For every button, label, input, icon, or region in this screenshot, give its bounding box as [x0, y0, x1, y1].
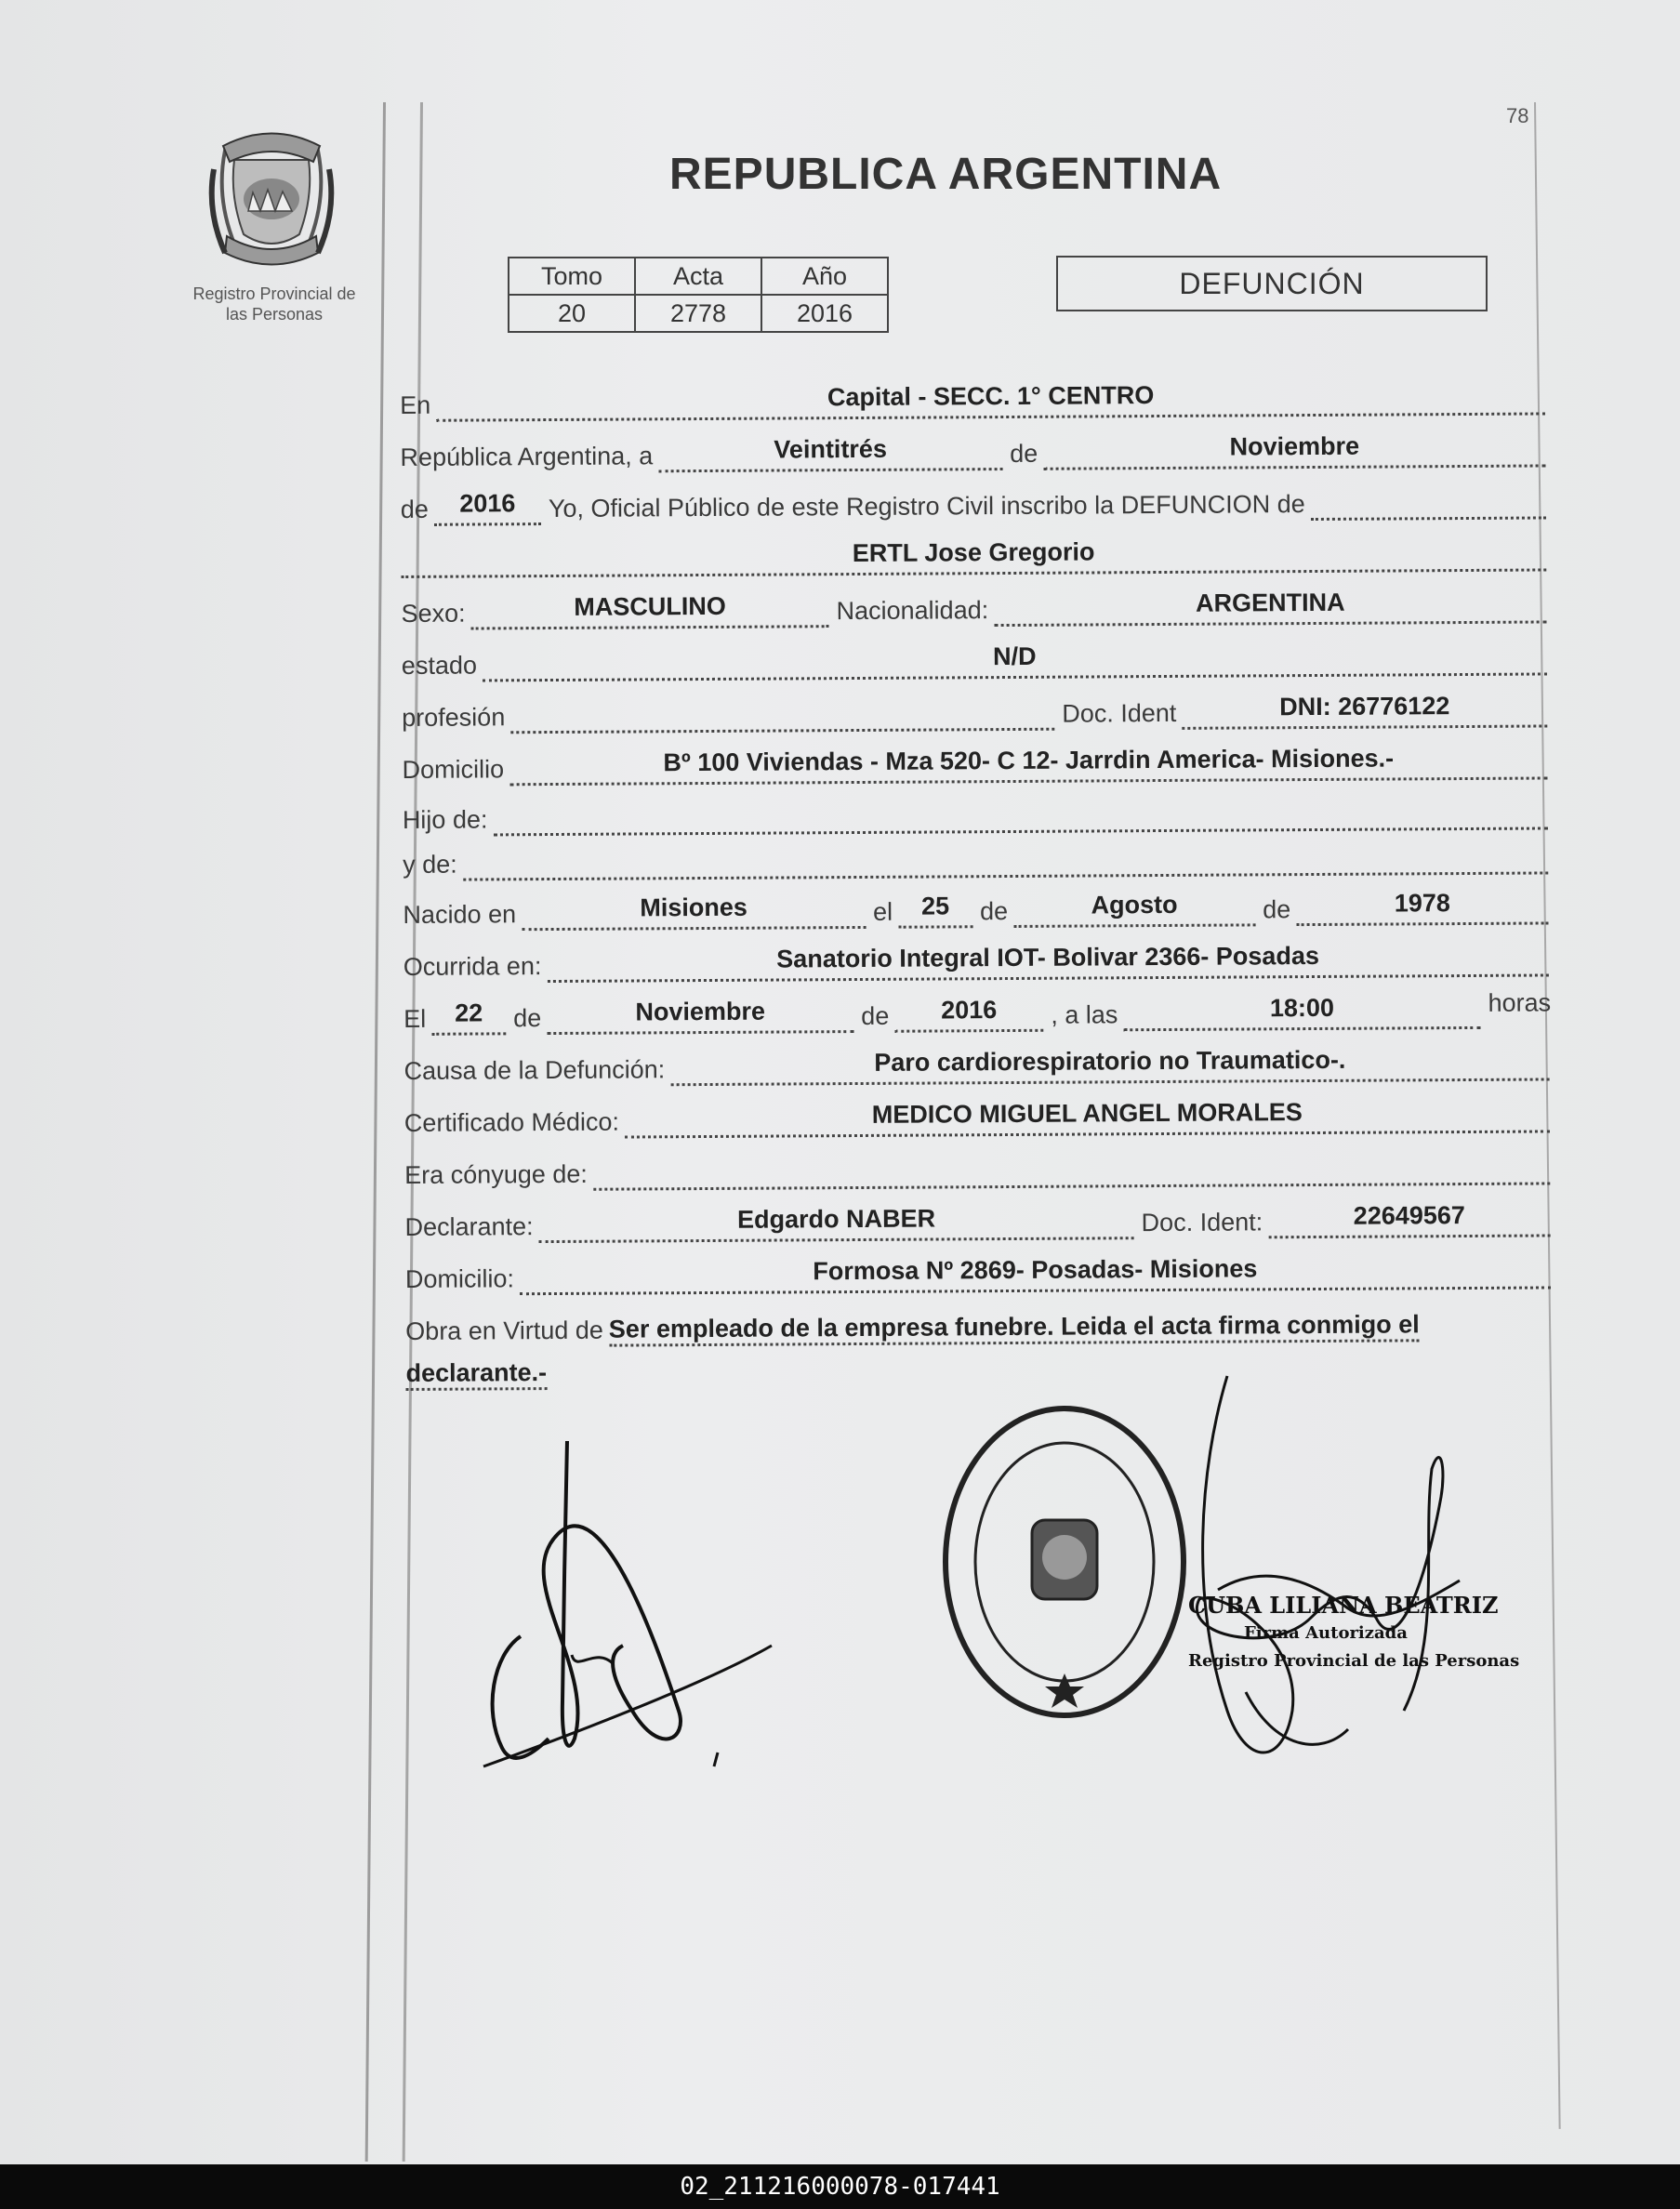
doc-ident-value-2: 22649567 [1268, 1200, 1551, 1238]
estado-value: N/D [483, 639, 1547, 681]
domicilio-value: Bº 100 Viviendas - Mza 520- C 12- Jarrdin America- Misiones.- [509, 743, 1548, 786]
obra-label: Obra en Virtud de [405, 1316, 603, 1345]
en-value: Capital - SECC. 1° CENTRO [436, 378, 1545, 421]
certificado-value: MEDICO MIGUEL ANGEL MORALES [625, 1096, 1550, 1138]
de-label-5: de [513, 1004, 542, 1033]
tomo-value: 20 [509, 295, 635, 332]
registry-label: Registro Provincial de las Personas [192, 284, 356, 324]
row-profesion [402, 686, 1554, 734]
causa-label: Causa de la Defunción: [403, 1055, 666, 1085]
row-domicilio [402, 738, 1554, 787]
obra-value-line-2: declarante.- [405, 1358, 547, 1391]
day-value: Veintitrés [658, 434, 1002, 472]
birth-day-value: 25 [898, 892, 972, 928]
sexo-label: Sexo: [401, 599, 466, 628]
anio-value: 2016 [761, 295, 888, 332]
birth-month-value: Agosto [1013, 890, 1255, 928]
left-margin-line [365, 102, 386, 2162]
provincial-crest-icon [206, 123, 337, 267]
yde-value [463, 838, 1549, 880]
row-causa [403, 1039, 1556, 1088]
de-label-3: de [980, 897, 1009, 926]
official-seal [934, 1395, 1195, 1729]
domicilio-label: Domicilio [402, 755, 505, 784]
official-role: Firma Autorizada [1244, 1623, 1408, 1643]
doc-ident-label: Doc. Ident [1062, 698, 1177, 728]
row-hijo [403, 788, 1555, 837]
row-sexo [401, 582, 1554, 630]
act-type-box: DEFUNCIÓN [1056, 256, 1488, 311]
declarante-value: Edgardo NABER [539, 1203, 1134, 1243]
estado-label: estado [401, 651, 478, 680]
ocurrida-value: Sanatorio Integral IOT- Bolivar 2366- Posadas [547, 940, 1549, 983]
row-estado [402, 634, 1554, 682]
profesion-label: profesión [402, 703, 506, 732]
declarant-signature [474, 1432, 809, 1785]
anio-header: Año [761, 258, 888, 295]
row-declarante [404, 1196, 1557, 1244]
row-death-date [403, 987, 1556, 1036]
row-yde [403, 833, 1555, 881]
en-label: En [400, 390, 431, 419]
hijo-label: Hijo de: [402, 805, 488, 834]
registry-table [508, 257, 889, 333]
row-en [400, 374, 1553, 422]
official-office: Registro Provincial de las Personas [1188, 1651, 1520, 1671]
horas-label: horas [1488, 988, 1552, 1017]
death-time-value: 18:00 [1123, 993, 1481, 1031]
page-number: 78 [1506, 104, 1529, 127]
death-month-value: Noviembre [547, 997, 853, 1035]
doc-ident-value: DNI: 26776122 [1182, 691, 1547, 729]
death-year-value: 2016 [894, 996, 1043, 1033]
document-title: REPUBLICA ARGENTINA [669, 150, 1223, 199]
registry-header-row [509, 258, 888, 295]
row-inscribo [401, 478, 1554, 526]
conyuge-value [593, 1148, 1551, 1190]
de-label-6: de [861, 1001, 890, 1030]
footer-bar [0, 2164, 1680, 2209]
birth-year-value: 1978 [1296, 888, 1549, 926]
inscribo-text: Yo, Oficial Público de este Registro Civil inscribo la DEFUNCION de [548, 490, 1305, 523]
domicilio-value-2: Formosa Nº 2869- Posadas- Misiones [520, 1252, 1551, 1295]
de-label-2: de [400, 495, 429, 523]
el-label: el [872, 897, 893, 926]
doc-ident-label-2: Doc. Ident: [1141, 1208, 1263, 1237]
row-obra [405, 1300, 1558, 1348]
alas-label: , a las [1051, 1000, 1118, 1029]
death-record-form [400, 374, 1553, 1387]
profesion-value [510, 694, 1054, 734]
yde-label: y de: [403, 850, 457, 879]
nacionalidad-label: Nacionalidad: [836, 596, 989, 626]
sexo-value: MASCULINO [470, 591, 828, 629]
row-ocurrida [403, 935, 1556, 984]
birth-place-value: Misiones [522, 893, 866, 931]
row-domicilio-2 [405, 1248, 1558, 1296]
deceased-name-value: ERTL Jose Gregorio [401, 535, 1546, 578]
seal-stamp-icon [934, 1395, 1195, 1729]
row-nacido [403, 883, 1555, 932]
tomo-header: Tomo [509, 258, 635, 295]
causa-value: Paro cardiorespiratorio no Traumatico-. [670, 1044, 1550, 1086]
official-stamp-text [1188, 1592, 1519, 1675]
acta-header: Acta [635, 258, 761, 295]
official-name: CUBA LILIANA BEATRIZ [1188, 1592, 1499, 1619]
de-label-4: de [1263, 895, 1291, 924]
declarante-label: Declarante: [404, 1212, 534, 1241]
republica-label: República Argentina, a [400, 442, 654, 471]
hijo-value [493, 793, 1548, 836]
row-date [400, 426, 1553, 474]
certificado-label: Certificado Médico: [403, 1107, 620, 1137]
obra-value-line-1: Ser empleado de la empresa funebre. Leida el acta firma conmigo el [609, 1310, 1420, 1346]
month-value: Noviembre [1043, 430, 1545, 470]
footer-code: 02_211216000078-017441 [680, 2173, 1000, 2201]
conyuge-label: Era cónyuge de: [404, 1159, 588, 1189]
death-day-value: 22 [431, 999, 506, 1035]
acta-value: 2778 [635, 295, 761, 332]
el-label-2: El [403, 1004, 427, 1033]
inscribo-blank [1311, 483, 1546, 521]
ocurrida-label: Ocurrida en: [403, 952, 542, 981]
de-label: de [1010, 439, 1038, 468]
row-certificado [404, 1091, 1557, 1140]
official-signature [1162, 1357, 1534, 1804]
row-conyuge [404, 1144, 1557, 1192]
nacionalidad-value: ARGENTINA [994, 587, 1547, 627]
row-name [401, 530, 1554, 578]
domicilio-label-2: Domicilio: [404, 1264, 515, 1293]
nacido-label: Nacido en [403, 900, 517, 929]
registry-value-row [509, 295, 888, 332]
year-value: 2016 [434, 489, 541, 526]
